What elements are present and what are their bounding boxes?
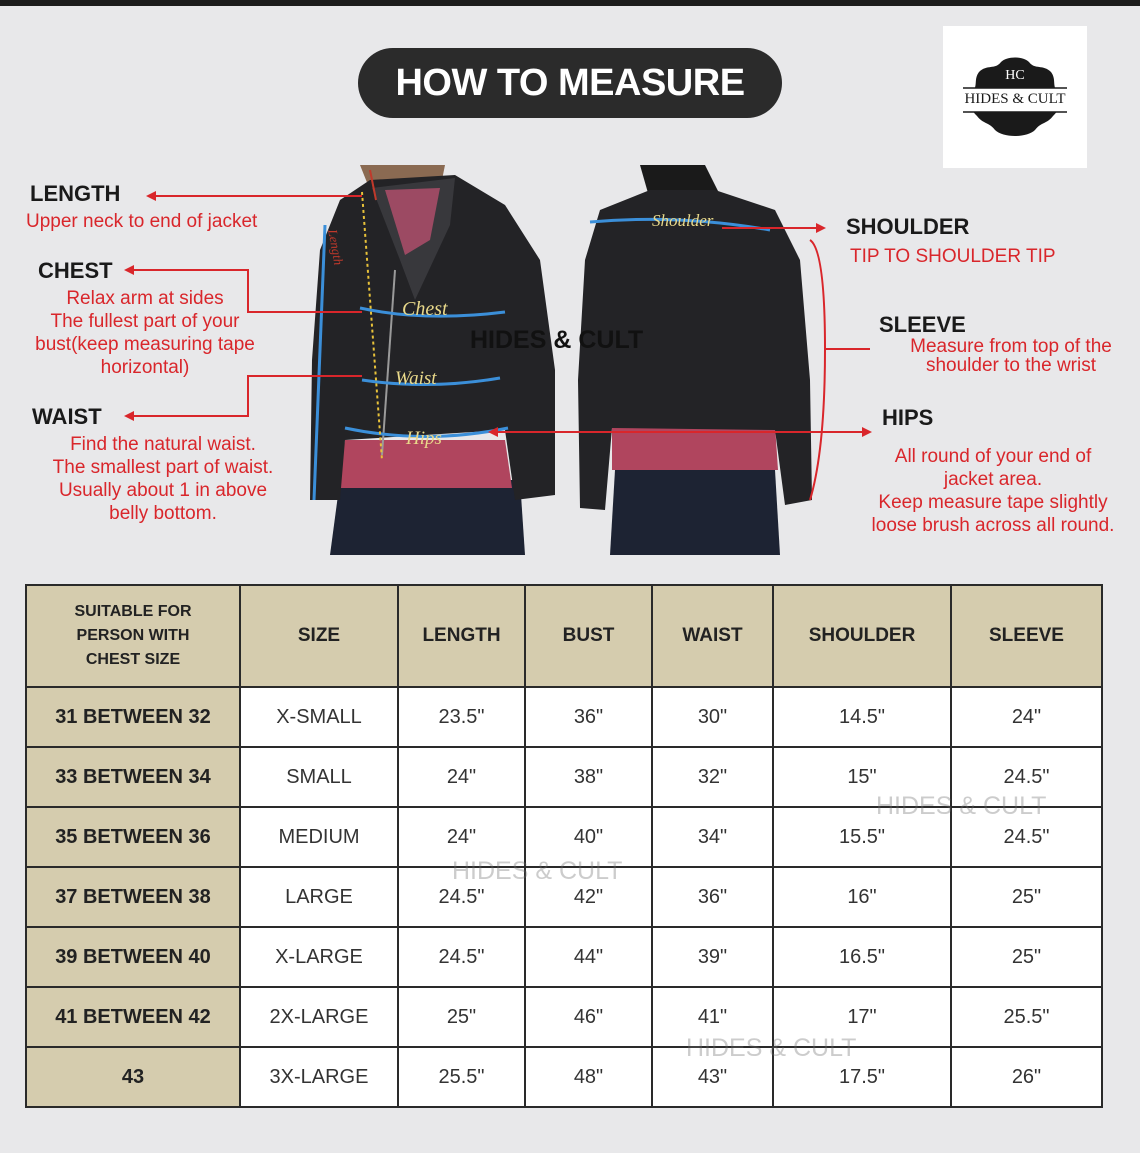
cell-bust: 42"	[525, 867, 652, 927]
cell-length: 24"	[398, 747, 525, 807]
cell-size: MEDIUM	[240, 807, 398, 867]
cell-chest-size: 41 BETWEEN 42	[26, 987, 240, 1047]
cell-size: X-SMALL	[240, 687, 398, 747]
cell-chest-size: 39 BETWEEN 40	[26, 927, 240, 987]
cell-shoulder: 15"	[773, 747, 951, 807]
cell-size: SMALL	[240, 747, 398, 807]
cell-waist: 43"	[652, 1047, 773, 1107]
cell-waist: 34"	[652, 807, 773, 867]
back-jeans	[610, 470, 780, 555]
cell-shoulder: 15.5"	[773, 807, 951, 867]
cell-bust: 46"	[525, 987, 652, 1047]
header-line: PERSON WITH	[76, 627, 190, 644]
hips-description	[843, 445, 1140, 537]
cell-chest-size: 43	[26, 1047, 240, 1107]
cell-waist: 30"	[652, 687, 773, 747]
cell-sleeve: 24.5"	[951, 807, 1102, 867]
cell-bust: 40"	[525, 807, 652, 867]
cell-waist: 39"	[652, 927, 773, 987]
cell-length: 24.5"	[398, 927, 525, 987]
cell-bust: 38"	[525, 747, 652, 807]
cell-waist: 36"	[652, 867, 773, 927]
cell-chest-size: 33 BETWEEN 34	[26, 747, 240, 807]
hips-desc-line: All round of your end of	[894, 446, 1092, 467]
cell-shoulder: 17"	[773, 987, 951, 1047]
header-bust: BUST	[525, 585, 652, 687]
shoulder-description: TIP TO SHOULDER TIP	[850, 246, 1056, 267]
hips-desc-line: jacket area.	[943, 469, 1043, 490]
table-row	[26, 1047, 1102, 1107]
shoulder-heading: SHOULDER	[846, 214, 970, 239]
length-photo-label: Length	[325, 228, 347, 267]
chest-heading: CHEST	[38, 258, 113, 283]
cell-length: 25"	[398, 987, 525, 1047]
header-chest-size	[26, 585, 240, 687]
cell-length: 23.5"	[398, 687, 525, 747]
table-watermark: HIDES & CULT	[452, 857, 623, 885]
table-row	[26, 687, 1102, 747]
shoulder-photo-label: Shoulder	[652, 211, 714, 230]
waist-desc-line: Usually about 1 in above	[58, 480, 268, 501]
waist-desc-line: Find the natural waist.	[70, 434, 256, 455]
table-row	[26, 987, 1102, 1047]
hips-photo-label: Hips	[406, 428, 442, 449]
waist-desc-line: belly bottom.	[109, 503, 217, 524]
cell-chest-size: 37 BETWEEN 38	[26, 867, 240, 927]
waist-photo-label: Waist	[395, 368, 437, 389]
cell-sleeve: 24"	[951, 687, 1102, 747]
cell-sleeve: 25"	[951, 867, 1102, 927]
cell-size: X-LARGE	[240, 927, 398, 987]
header-sleeve: SLEEVE	[951, 585, 1102, 687]
length-heading: LENGTH	[30, 181, 121, 206]
cell-bust: 44"	[525, 927, 652, 987]
table-watermark: HIDES & CULT	[876, 792, 1047, 820]
hips-desc-line: loose brush across all round.	[871, 515, 1115, 536]
sleeve-desc-line: shoulder to the wrist	[925, 355, 1097, 376]
header-length: LENGTH	[398, 585, 525, 687]
header-shoulder: SHOULDER	[773, 585, 951, 687]
page-title: HOW TO MEASURE	[358, 48, 782, 118]
waist-heading: WAIST	[32, 404, 102, 429]
cell-waist: 41"	[652, 987, 773, 1047]
hips-heading: HIPS	[882, 405, 934, 430]
waist-description	[22, 433, 304, 525]
header-line: SUITABLE FOR	[74, 603, 192, 620]
chest-desc-line: The fullest part of your	[50, 311, 240, 332]
cell-length: 24.5"	[398, 867, 525, 927]
size-chart-table	[25, 584, 1103, 1108]
sleeve-desc-line: Measure from top of the	[910, 336, 1112, 357]
cell-length: 24"	[398, 807, 525, 867]
cell-bust: 48"	[525, 1047, 652, 1107]
front-jeans	[330, 480, 525, 555]
cell-size: 3X-LARGE	[240, 1047, 398, 1107]
header-waist: WAIST	[652, 585, 773, 687]
chest-desc-line: bust(keep measuring tape	[35, 334, 255, 355]
table-row	[26, 927, 1102, 987]
cell-size: LARGE	[240, 867, 398, 927]
chest-photo-label: Chest	[402, 298, 448, 320]
chest-desc-line: Relax arm at sides	[66, 288, 224, 309]
waist-desc-line: The smallest part of waist.	[52, 457, 274, 478]
header-line: CHEST SIZE	[85, 651, 181, 668]
table-header-row	[26, 585, 1102, 687]
sleeve-description	[880, 337, 1140, 375]
chest-desc-line: horizontal)	[100, 357, 190, 378]
hips-desc-line: Keep measure tape slightly	[878, 492, 1108, 513]
cell-shoulder: 16"	[773, 867, 951, 927]
cell-waist: 32"	[652, 747, 773, 807]
cell-shoulder: 17.5"	[773, 1047, 951, 1107]
header-size: SIZE	[240, 585, 398, 687]
chest-description	[10, 287, 280, 379]
table-watermark: HIDES & CULT	[686, 1034, 857, 1062]
cell-shoulder: 14.5"	[773, 687, 951, 747]
logo-initials: HC	[1005, 68, 1025, 83]
cell-sleeve: 25"	[951, 927, 1102, 987]
cell-bust: 36"	[525, 687, 652, 747]
cell-sleeve: 26"	[951, 1047, 1102, 1107]
cell-length: 25.5"	[398, 1047, 525, 1107]
length-description: Upper neck to end of jacket	[26, 211, 258, 232]
logo-text: HIDES & CULT	[964, 91, 1066, 107]
cell-shoulder: 16.5"	[773, 927, 951, 987]
photo-watermark: HIDES & CULT	[470, 326, 644, 354]
cell-sleeve: 25.5"	[951, 987, 1102, 1047]
sleeve-heading: SLEEVE	[879, 312, 966, 337]
cell-chest-size: 35 BETWEEN 36	[26, 807, 240, 867]
cell-sleeve: 24.5"	[951, 747, 1102, 807]
cell-size: 2X-LARGE	[240, 987, 398, 1047]
cell-chest-size: 31 BETWEEN 32	[26, 687, 240, 747]
